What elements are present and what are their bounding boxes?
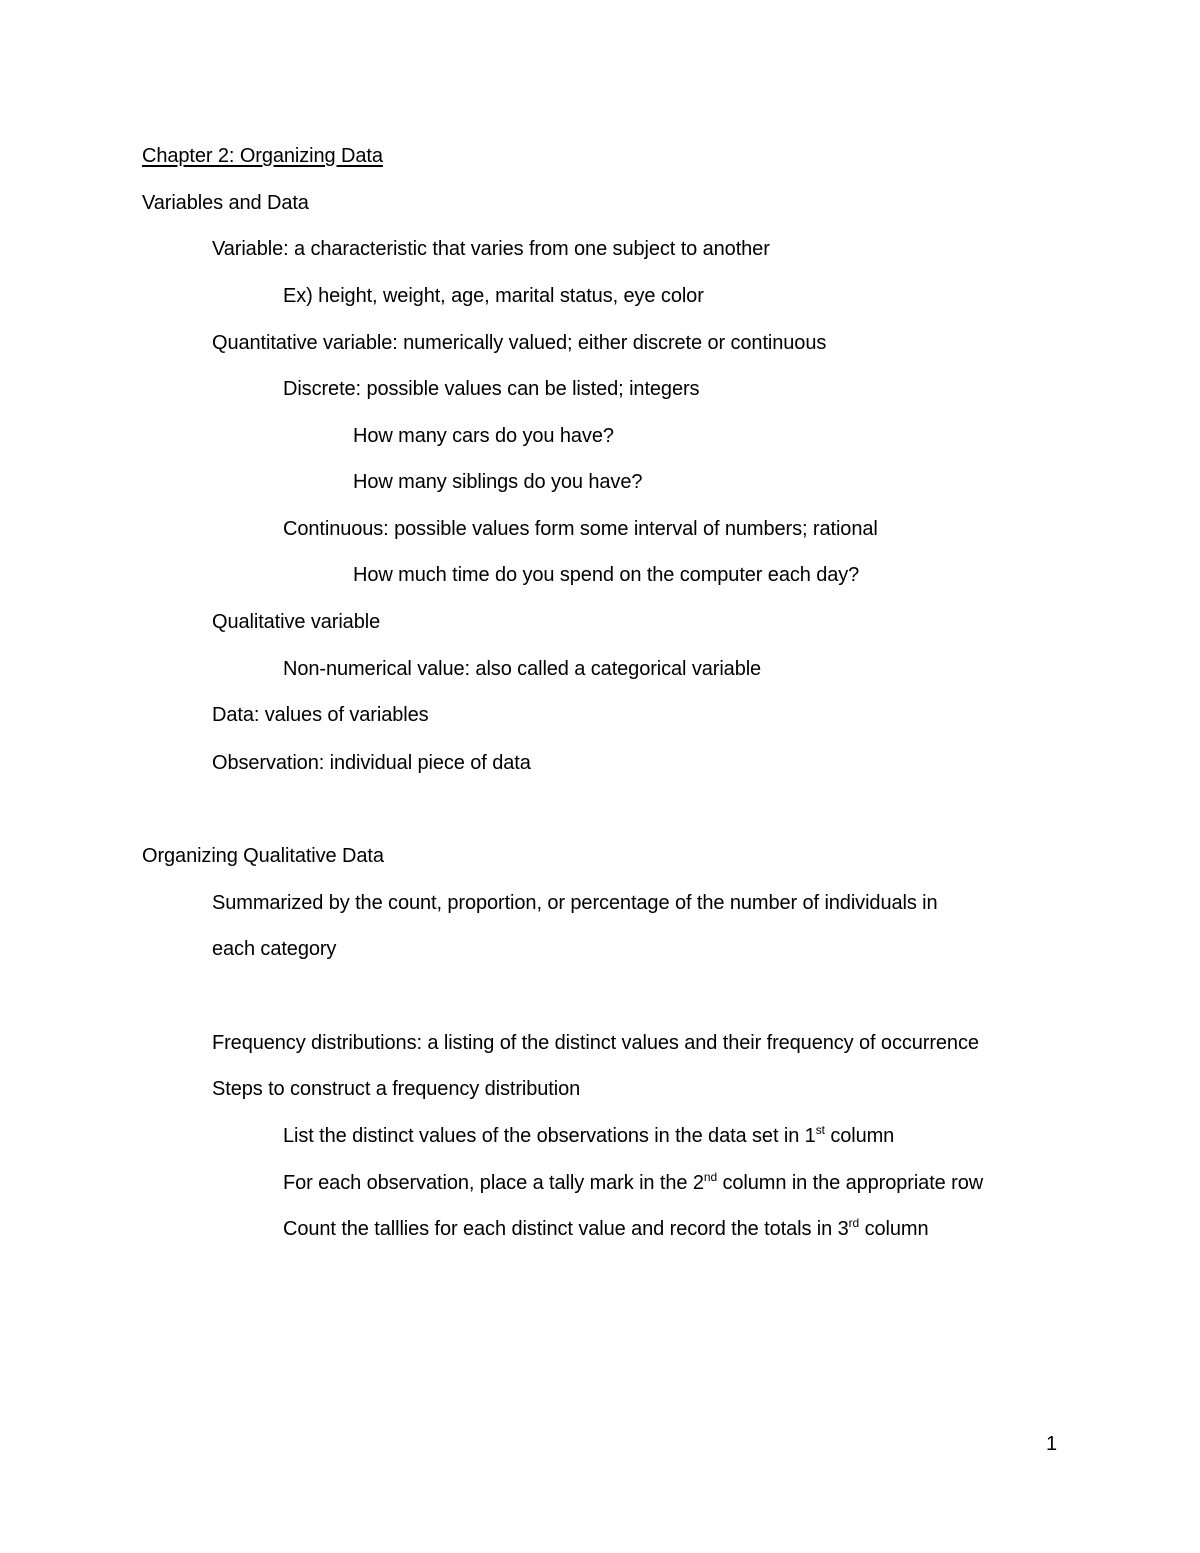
step-1-text: List the distinct values of the observations in the data set in 1 bbox=[283, 1125, 816, 1147]
discrete-definition: Discrete: possible values can be listed; integers bbox=[283, 378, 700, 400]
step-3-superscript: rd bbox=[848, 1216, 860, 1230]
discrete-example-1: How many cars do you have? bbox=[353, 425, 614, 447]
step-3 bbox=[283, 1217, 928, 1241]
data-definition: Data: values of variables bbox=[212, 704, 429, 726]
chapter-title: Chapter 2: Organizing Data bbox=[142, 145, 383, 167]
continuous-example: How much time do you spend on the computer each day? bbox=[353, 564, 860, 586]
steps-heading: Steps to construct a frequency distribution bbox=[212, 1078, 581, 1100]
continuous-definition: Continuous: possible values form some interval of numbers; rational bbox=[283, 518, 878, 540]
step-1-superscript: st bbox=[815, 1123, 825, 1137]
frequency-definition: Frequency distributions: a listing of the distinct values and their frequency of occurrence bbox=[212, 1032, 979, 1054]
page-number: 1 bbox=[1046, 1433, 1058, 1455]
discrete-example-2: How many siblings do you have? bbox=[353, 471, 643, 493]
section-heading-variables: Variables and Data bbox=[142, 192, 309, 214]
step-3-text: Count the talllies for each distinct value and record the totals in 3 bbox=[283, 1218, 849, 1240]
quantitative-definition: Quantitative variable: numerically valued; either discrete or continuous bbox=[212, 332, 827, 354]
step-1-text-end: column bbox=[824, 1125, 895, 1147]
variable-definition: Variable: a characteristic that varies from one subject to another bbox=[212, 238, 770, 260]
qualitative-definition: Non-numerical value: also called a categorical variable bbox=[283, 658, 762, 680]
section-heading-qualitative: Organizing Qualitative Data bbox=[142, 845, 384, 867]
step-2-text-end: column in the appropriate row bbox=[717, 1172, 984, 1194]
observation-definition: Observation: individual piece of data bbox=[212, 752, 531, 774]
variable-example: Ex) height, weight, age, marital status, eye color bbox=[283, 285, 704, 307]
summary-line-2: each category bbox=[212, 938, 337, 960]
step-1 bbox=[283, 1124, 894, 1148]
step-2-text: For each observation, place a tally mark in the 2 bbox=[283, 1172, 704, 1194]
summary-line-1: Summarized by the count, proportion, or percentage of the number of individuals in bbox=[212, 892, 938, 914]
qualitative-heading: Qualitative variable bbox=[212, 611, 381, 633]
step-3-text-end: column bbox=[859, 1218, 929, 1240]
step-2-superscript: nd bbox=[703, 1170, 718, 1184]
step-2 bbox=[283, 1171, 983, 1195]
